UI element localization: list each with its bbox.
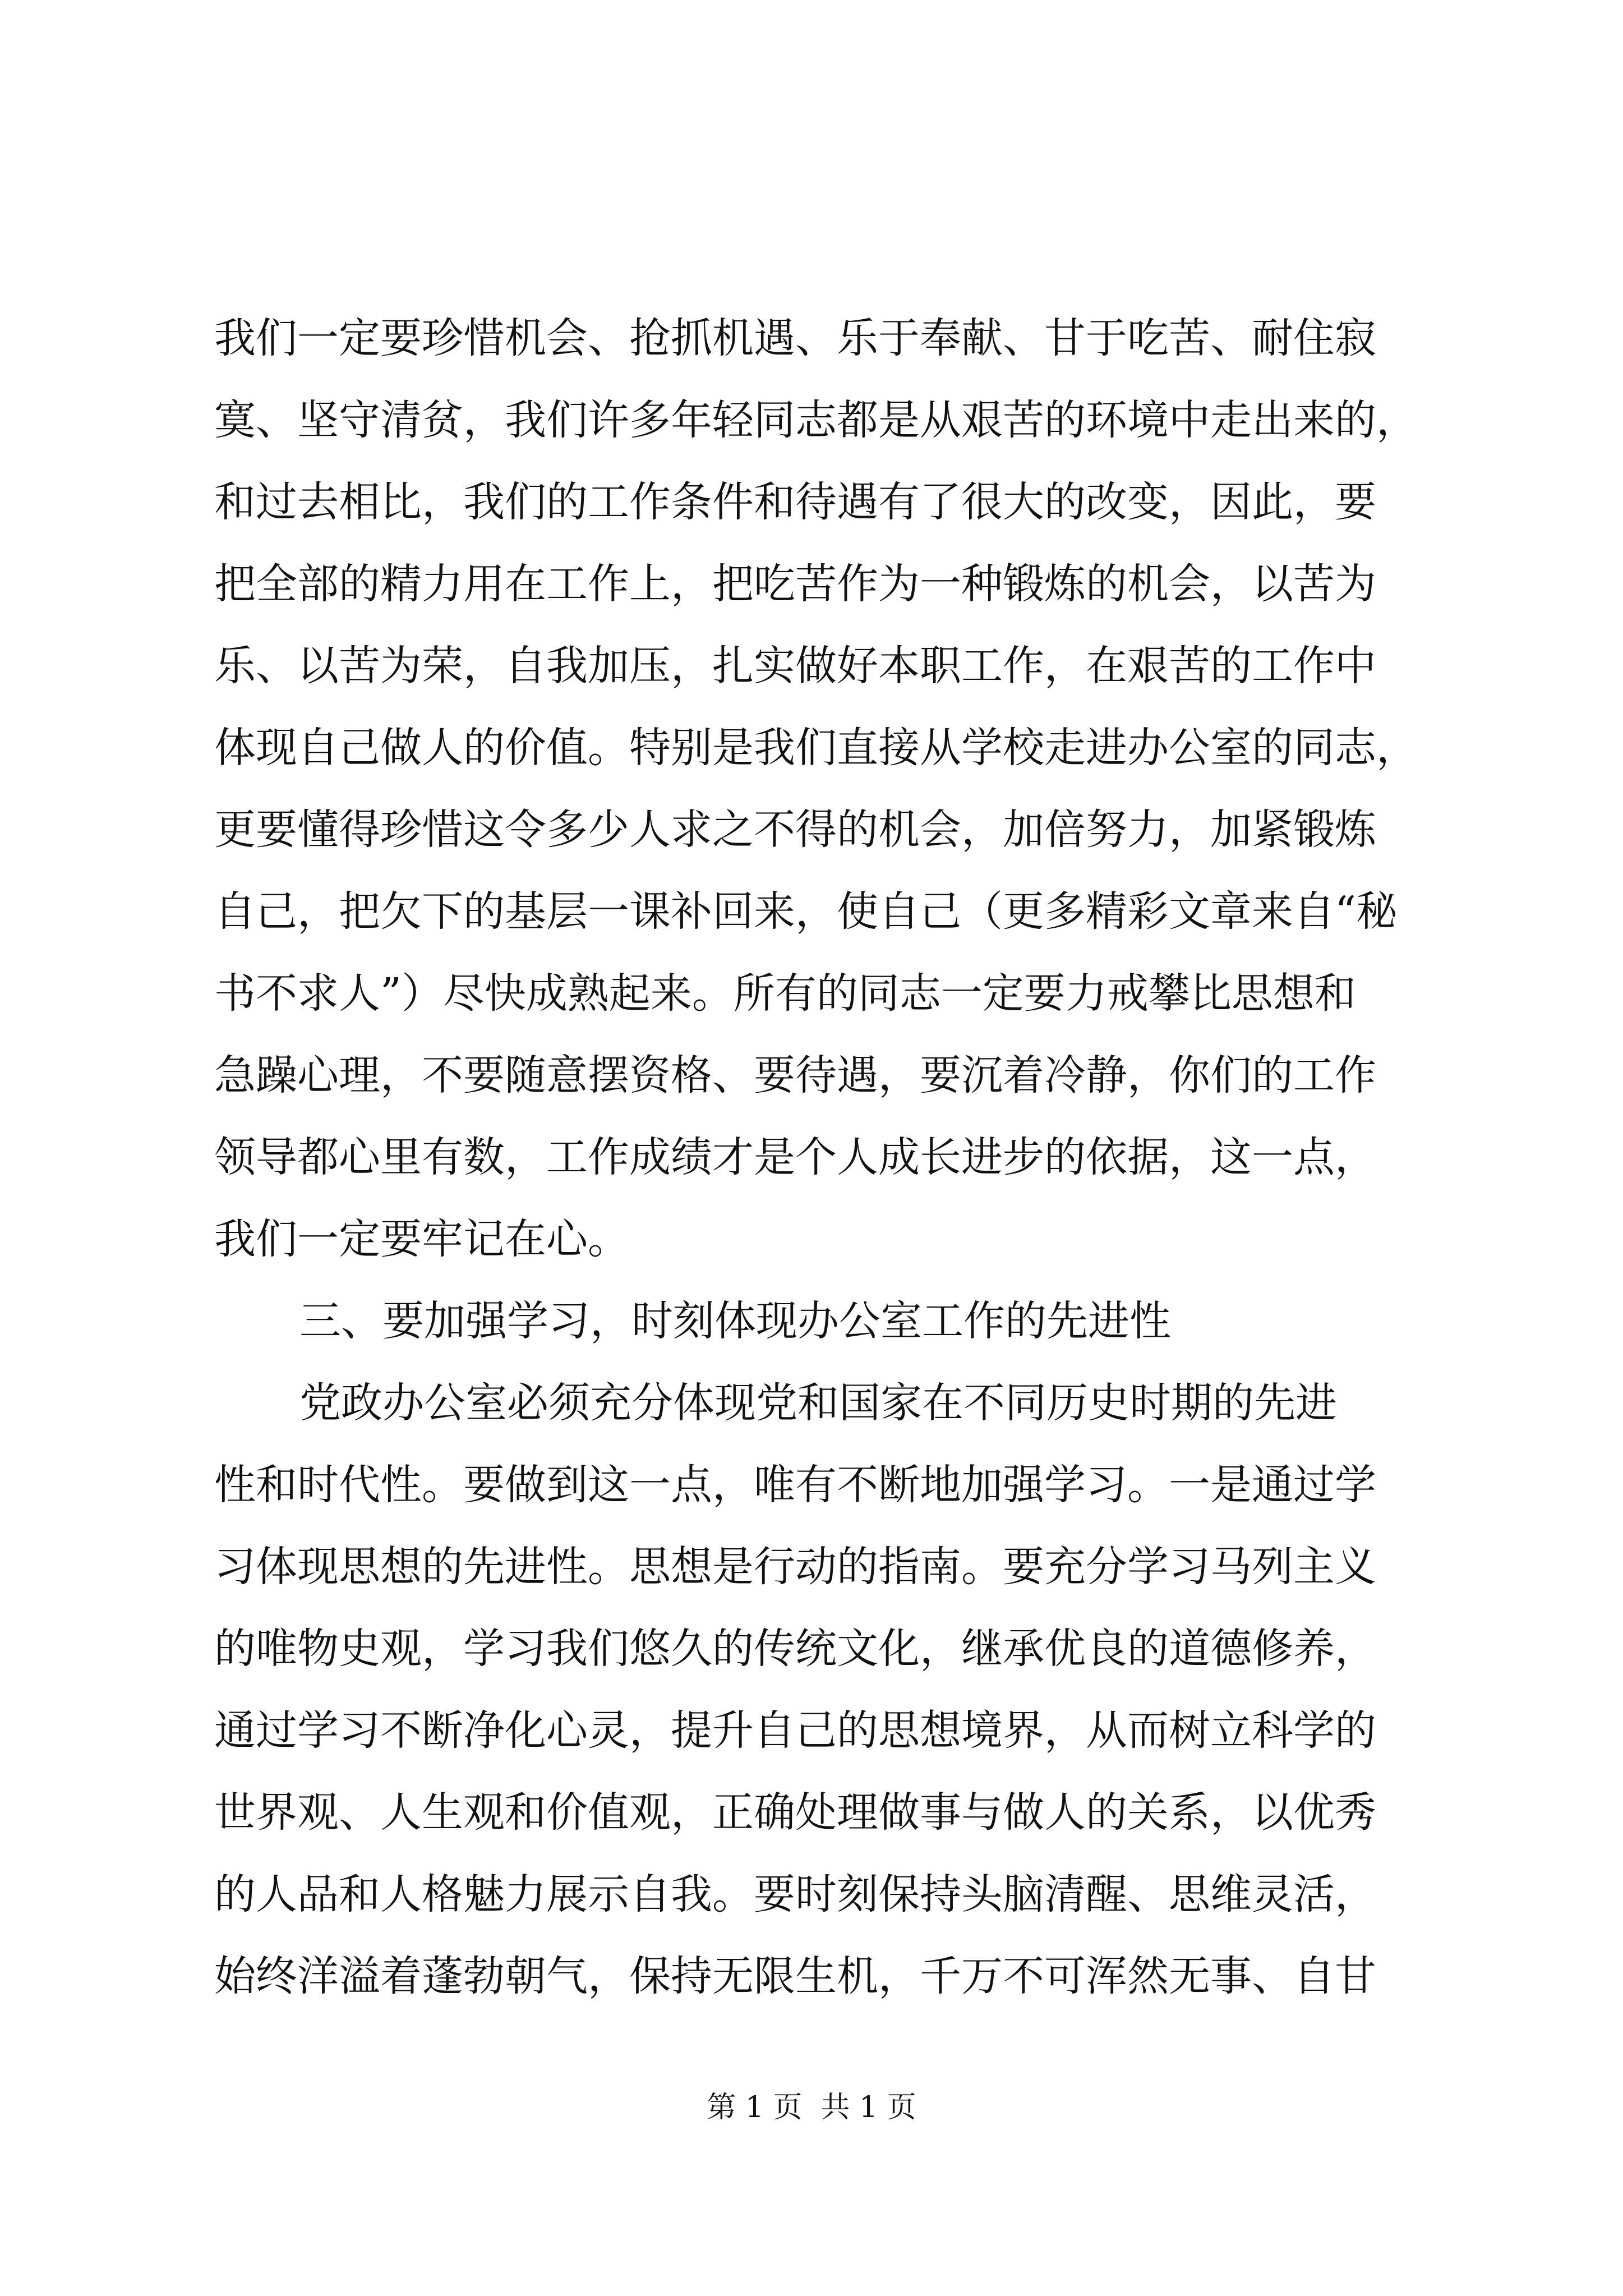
body-text-line: 的人品和人格魅力展示自我。要时刻保持头脑清醒、思维灵活，	[214, 1870, 1376, 1918]
body-text-line: 寞、坚守清贫，我们许多年轻同志都是从艰苦的环境中走出来的，	[214, 396, 1418, 444]
body-text-line: 通过学习不断净化心灵，提升自己的思想境界，从而树立科学的	[214, 1706, 1376, 1755]
body-text-line: 急躁心理，不要随意摆资格、要待遇，要沉着冷静，你们的工作	[214, 1051, 1376, 1099]
body-text-line: 的唯物史观，学习我们悠久的传统文化，继承优良的道德修养，	[214, 1625, 1376, 1673]
section-heading: 三、要加强学习，时刻体现办公室工作的先进性	[299, 1297, 1171, 1345]
body-text-line: 更要懂得珍惜这令多少人求之不得的机会，加倍努力，加紧锻炼	[214, 806, 1376, 854]
body-text-line: 领导都心里有数，工作成绩才是个人成长进步的依据，这一点，	[214, 1133, 1376, 1181]
body-text-line: 我们一定要珍惜机会、抢抓机遇、乐于奉献、甘于吃苦、耐住寂	[214, 314, 1376, 362]
body-text-line: 自己，把欠下的基层一课补回来，使自己（更多精彩文章来自“秘	[214, 887, 1398, 936]
page-footer: 第 1 页 共 1 页	[707, 2091, 916, 2124]
body-text-line: 我们一定要牢记在心。	[214, 1215, 629, 1263]
body-text-line: 乐、以苦为荣，自我加压，扎实做好本职工作，在艰苦的工作中	[214, 642, 1376, 690]
body-text-line: 始终洋溢着蓬勃朝气，保持无限生机，千万不可浑然无事、自甘	[214, 1952, 1376, 2000]
body-text-line: 把全部的精力用在工作上，把吃苦作为一种锻炼的机会，以苦为	[214, 560, 1376, 608]
body-text-line: 体现自己做人的价值。特别是我们直接从学校走进办公室的同志，	[214, 724, 1418, 772]
body-text-line: 党政办公室必须充分体现党和国家在不同历史时期的先进	[299, 1379, 1337, 1427]
body-text-line: 书不求人”）尽快成熟起来。所有的同志一定要力戒攀比思想和	[214, 969, 1356, 1018]
body-text-line: 和过去相比，我们的工作条件和待遇有了很大的改变，因此，要	[214, 478, 1376, 526]
body-text-line: 性和时代性。要做到这一点，唯有不断地加强学习。一是通过学	[214, 1461, 1376, 1509]
body-text-line: 习体现思想的先进性。思想是行动的指南。要充分学习马列主义	[214, 1543, 1376, 1591]
body-text-line: 世界观、人生观和价值观，正确处理做事与做人的关系，以优秀	[214, 1788, 1376, 1837]
